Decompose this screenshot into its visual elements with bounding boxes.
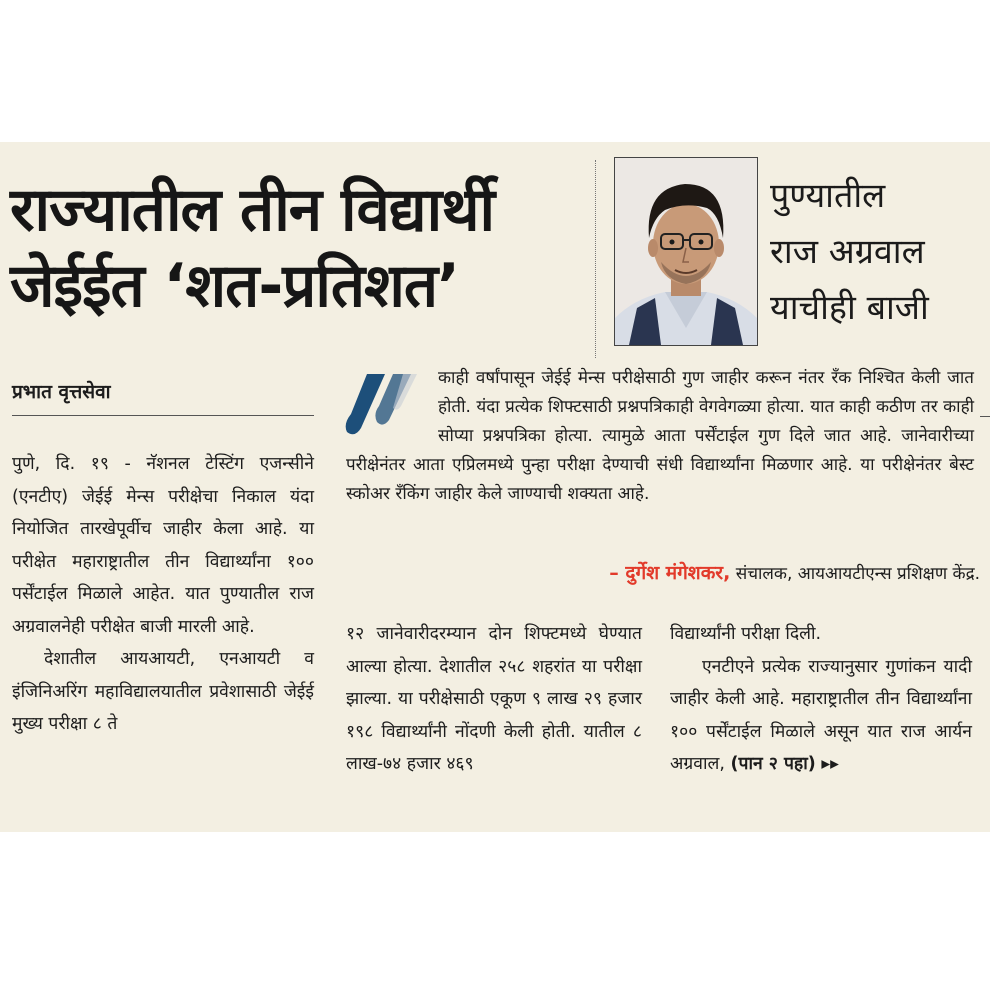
column-3-text: एनटीएने प्रत्येक राज्यानुसार गुणांकन यादी जाहीर केली आहे. महाराष्ट्रातील तीन विद्यार्थ्यांना १०० पर्सेंटाईल मिळाले असून यात राज आर्यन अग्रवाल, bbox=[670, 656, 972, 774]
headline bbox=[10, 172, 580, 324]
attribution-role: संचालक, आयआयटीएन्स प्रशिक्षण केंद्र. bbox=[735, 564, 980, 584]
article-column-1 bbox=[12, 448, 314, 741]
continued-arrow-icon: ▸▸ bbox=[821, 754, 839, 774]
continued-on-page-2: (पान २ पहा) bbox=[730, 754, 816, 774]
column-3-paragraph-1: विद्यार्थ्यांनी परीक्षा दिली. bbox=[670, 624, 822, 644]
pull-quote bbox=[346, 364, 974, 509]
column-1-paragraph-2: देशातील आयआयटी, एनआयटी व इंजिनिअरिंग महाविद्यालयातील प्रवेशासाठी जेईई मुख्य परीक्षा ८ ते bbox=[12, 649, 314, 734]
headline-line-1: राज्यातील तीन विद्यार्थी bbox=[10, 175, 495, 245]
pull-quote-text: काही वर्षांपासून जेईई मेन्स परीक्षेसाठी गुण जाहीर करून नंतर रँक निश्चित केली जात होती. यंदा प्रत्येक शिफ्टसाठी प्रश्नपत्रिकाही वेगवेगळ्या होत्या. यात काही कठीण तर काही सोप्या प्रश्नपत्रिका होत्या. त्यामुळे आता पर्सेंटाईल गुण दिले जात आहे. जानेवारीच्या परीक्षेनंतर आता एप्रिलमध्ये पुन्हा परीक्षा देण्याची संधी विद्यार्थ्यांना मिळणार आहे. या परीक्षेनंतर बेस्ट स्कोअर रँकिंग जाहीर केले जाण्याची शक्यता आहे. bbox=[346, 368, 974, 504]
quote-attribution bbox=[490, 559, 980, 585]
column-divider bbox=[595, 160, 596, 358]
byline: प्रभात वृत्तसेवा bbox=[12, 381, 111, 403]
side-headline-line-1: पुण्यातील bbox=[770, 176, 886, 216]
column-1-paragraph-1: पुणे, दि. १९ - नॅशनल टेस्टिंग एजन्सीने (एनटीए) जेईई मेन्स परीक्षेचा निकाल यंदा नियोजित तारखेपूर्वीच जाहीर केला आहे. या परीक्षेत महाराष्ट्रातील तीन विद्यार्थ्यांना १०० पर्सेंटाईल मिळाले आहेत. यात पुण्यातील राज अग्रवालनेही परीक्षेत बाजी मारली आहे. bbox=[12, 454, 314, 637]
side-headline-line-3: याचीही बाजी bbox=[770, 288, 929, 328]
newspaper-clipping bbox=[0, 142, 990, 832]
edge-rule bbox=[980, 416, 990, 417]
attribution-name: – दुर्गेश मंगेशकर, bbox=[609, 562, 731, 584]
portrait-illustration bbox=[615, 158, 757, 345]
column-2-paragraph-1: १२ जानेवारीदरम्यान दोन शिफ्टमध्ये घेण्यात आल्या होत्या. देशातील २५८ शहरांत या परीक्षा झाल्या. या परीक्षेसाठी एकूण ९ लाख २९ हजार १९८ विद्यार्थ्यांनी नोंदणी केली होती. यातील ८ लाख-७४ हजार ४६९ bbox=[346, 624, 642, 774]
side-headline-line-2: राज अग्रवाल bbox=[770, 232, 925, 272]
article-column-3 bbox=[670, 618, 972, 781]
column-3-paragraph-2 bbox=[670, 651, 972, 781]
portrait-photo bbox=[614, 157, 758, 346]
byline-rule bbox=[12, 415, 314, 416]
article-column-2 bbox=[346, 618, 642, 781]
side-headline bbox=[770, 168, 985, 336]
quote-mark-space bbox=[346, 364, 438, 448]
headline-line-2: जेईईत ‘शत-प्रतिशत’ bbox=[10, 251, 459, 321]
